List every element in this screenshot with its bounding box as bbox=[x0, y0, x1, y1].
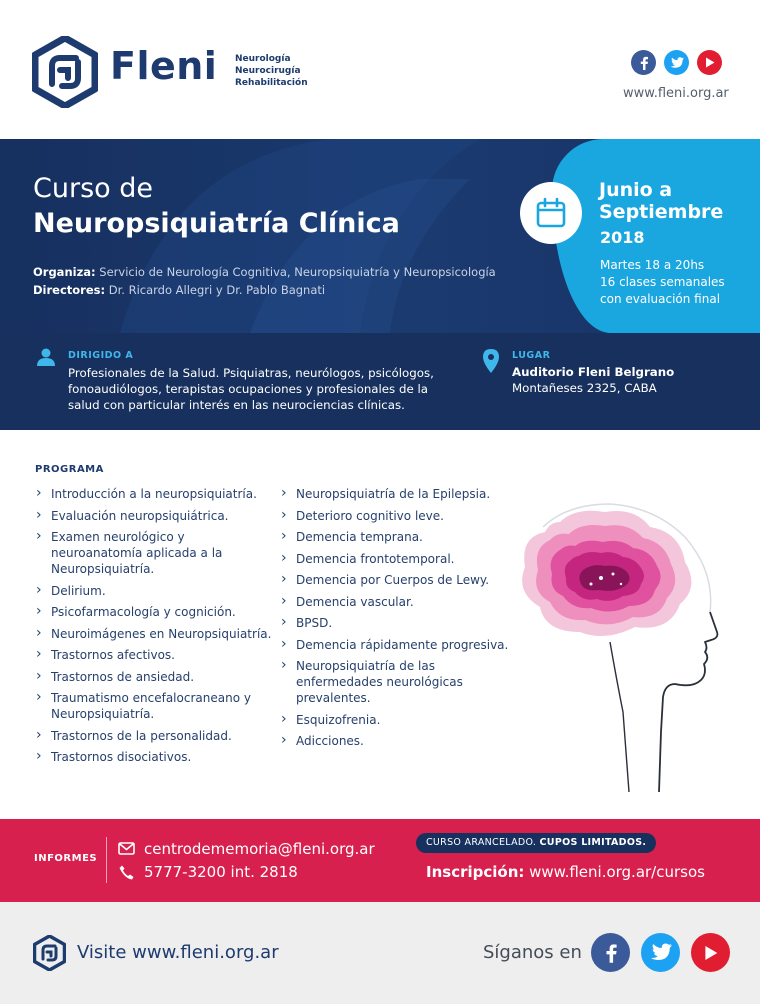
footer-visit-link[interactable]: Visite www.fleni.org.ar bbox=[77, 942, 279, 963]
fleni-logo-icon bbox=[32, 36, 98, 108]
course-title-line1: Curso de bbox=[33, 173, 153, 204]
schedule-line1: Martes 18 a 20hs bbox=[600, 258, 705, 272]
website-url[interactable]: www.fleni.org.ar bbox=[623, 86, 729, 101]
youtube-icon[interactable] bbox=[691, 933, 730, 972]
twitter-icon[interactable] bbox=[664, 50, 689, 75]
calendar-icon bbox=[520, 182, 582, 244]
contact-divider bbox=[106, 837, 107, 883]
facebook-icon[interactable] bbox=[591, 933, 630, 972]
date-range bbox=[599, 179, 723, 223]
directors bbox=[33, 283, 325, 297]
brand-tagline bbox=[235, 53, 308, 89]
location-pin-icon bbox=[483, 349, 499, 373]
list-item: › Traumatismo encefalocraneano y Neuropsiquiatría. bbox=[36, 690, 276, 722]
schedule-line2: 16 clases semanales bbox=[600, 275, 725, 289]
header bbox=[0, 0, 760, 139]
list-item: › Trastornos afectivos. bbox=[36, 647, 276, 663]
list-item: › Examen neurológico y neuroanatomía aplicada a la Neuropsiquiatría. bbox=[36, 529, 276, 577]
program-list-right bbox=[281, 486, 511, 755]
schedule-line3: con evaluación final bbox=[600, 292, 721, 306]
registration-label: Inscripción: bbox=[426, 863, 525, 881]
facebook-icon[interactable] bbox=[631, 50, 656, 75]
list-item: › Demencia rápidamente progresiva. bbox=[281, 637, 511, 653]
list-item: › Neuropsiquiatría de la Epilepsia. bbox=[281, 486, 511, 502]
fleni-logo-small-icon bbox=[33, 935, 66, 971]
list-item: › Trastornos de ansiedad. bbox=[36, 669, 276, 685]
registration bbox=[426, 863, 705, 881]
contact-band bbox=[0, 819, 760, 902]
social-links-bottom bbox=[591, 933, 730, 972]
limited-spots-badge bbox=[416, 833, 656, 853]
list-item: › Evaluación neuropsiquiátrica. bbox=[36, 508, 276, 524]
program-heading: PROGRAMA bbox=[35, 464, 104, 475]
youtube-icon[interactable] bbox=[697, 50, 722, 75]
footer-follow-label: Síganos en bbox=[483, 942, 582, 963]
list-item: › Trastornos de la personalidad. bbox=[36, 728, 276, 744]
list-item: › Delirium. bbox=[36, 583, 276, 599]
list-item: › Neuropsiquiatría de las enfermedades neurológicas prevalentes. bbox=[281, 658, 511, 706]
phone-icon bbox=[119, 865, 134, 880]
list-item: › Introducción a la neuropsiquiatría. bbox=[36, 486, 276, 502]
date-year: 2018 bbox=[600, 228, 645, 247]
course-info bbox=[0, 333, 760, 430]
program-list-left bbox=[36, 486, 276, 771]
directors-label: Directores: bbox=[33, 283, 106, 297]
twitter-icon[interactable] bbox=[641, 933, 680, 972]
list-item: › Neuroimágenes en Neuropsiquiatría. bbox=[36, 626, 276, 642]
badge-text: CURSO ARANCELADO. bbox=[426, 837, 540, 848]
contact-label: INFORMES bbox=[34, 853, 98, 864]
course-hero bbox=[0, 139, 760, 333]
organizer-label: Organiza: bbox=[33, 265, 96, 279]
list-item: › BPSD. bbox=[281, 615, 511, 631]
contact-phone[interactable]: 5777-3200 int. 2818 bbox=[144, 863, 298, 881]
venue-name: Auditorio Fleni Belgrano bbox=[512, 365, 675, 379]
footer bbox=[0, 902, 760, 1004]
brain-head-illustration bbox=[505, 492, 725, 792]
list-item: › Demencia frontotemporal. bbox=[281, 551, 511, 567]
tagline-1: Neurología bbox=[235, 54, 291, 64]
list-item: › Adicciones. bbox=[281, 733, 511, 749]
badge-text-bold: CUPOS LIMITADOS. bbox=[539, 837, 647, 848]
date-line2: Septiembre bbox=[599, 201, 724, 223]
list-item: › Demencia vascular. bbox=[281, 594, 511, 610]
tagline-3: Rehabilitación bbox=[235, 78, 308, 88]
venue-address: Montañeses 2325, CABA bbox=[512, 381, 657, 395]
user-icon bbox=[36, 348, 56, 366]
tagline-2: Neurocirugía bbox=[235, 66, 301, 76]
organizer bbox=[33, 265, 496, 279]
brand-name: Fleni bbox=[110, 44, 218, 88]
course-title-line2: Neuropsiquiatría Clínica bbox=[33, 208, 400, 239]
social-links-top bbox=[631, 50, 722, 75]
list-item: › Demencia por Cuerpos de Lewy. bbox=[281, 572, 511, 588]
schedule bbox=[600, 257, 725, 308]
mail-icon bbox=[118, 842, 135, 855]
list-item: › Demencia temprana. bbox=[281, 529, 511, 545]
registration-url[interactable]: www.fleni.org.ar/cursos bbox=[524, 863, 705, 881]
list-item: › Esquizofrenia. bbox=[281, 712, 511, 728]
organizer-value: Servicio de Neurología Cognitiva, Neuropsiquiatría y Neuropsicología bbox=[95, 265, 496, 279]
list-item: › Psicofarmacología y cognición. bbox=[36, 604, 276, 620]
date-line1: Junio a bbox=[599, 179, 673, 201]
audience-text: Profesionales de la Salud. Psiquiatras, neurólogos, psicólogos, fonoaudiólogos, terapistas ocupaciones y profesionales de la salud con particular interés en las neurociencias clínicas. bbox=[68, 366, 434, 412]
list-item: › Deterioro cognitivo leve. bbox=[281, 508, 511, 524]
venue-heading: LUGAR bbox=[512, 350, 551, 361]
audience-heading: DIRIGIDO A bbox=[68, 350, 134, 361]
contact-email[interactable]: centrodememoria@fleni.org.ar bbox=[144, 840, 375, 858]
directors-value: Dr. Ricardo Allegri y Dr. Pablo Bagnati bbox=[105, 283, 326, 297]
list-item: › Trastornos disociativos. bbox=[36, 749, 276, 765]
